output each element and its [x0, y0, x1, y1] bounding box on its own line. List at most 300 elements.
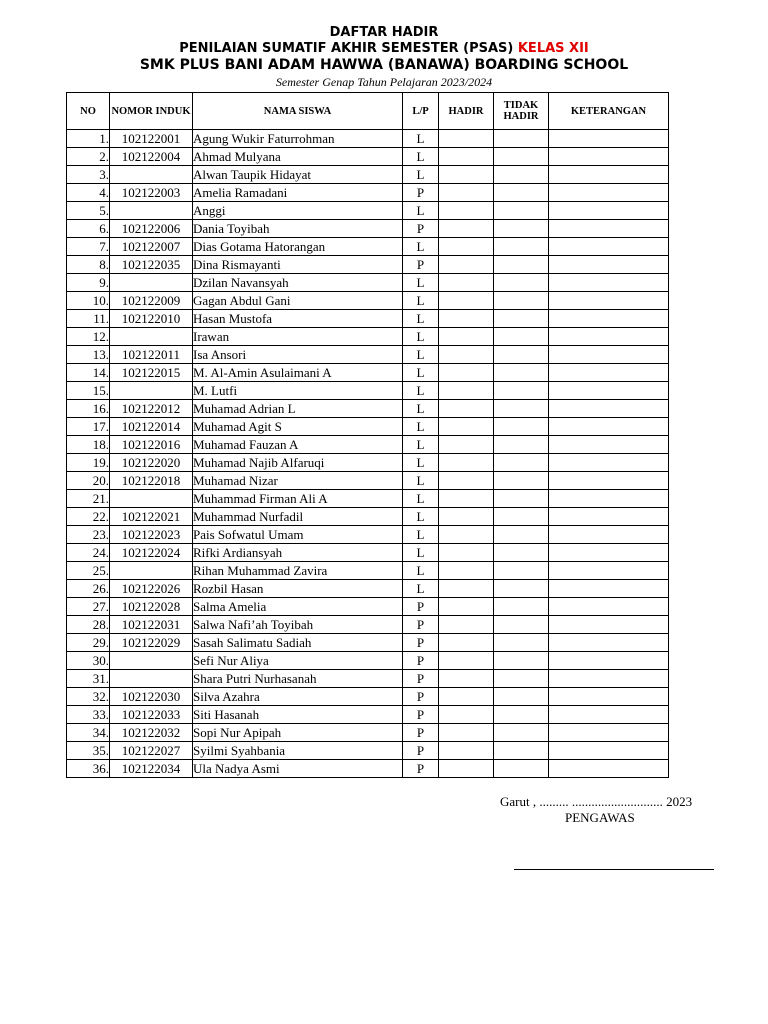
cell-tidak-hadir	[494, 598, 549, 616]
cell-nomor-induk: 102122024	[110, 544, 193, 562]
cell-tidak-hadir	[494, 256, 549, 274]
table-row	[67, 418, 669, 436]
cell-no: 3.	[67, 166, 110, 184]
table-row	[67, 508, 669, 526]
cell-nama-siswa: Silva Azahra	[193, 688, 403, 706]
cell-lp: P	[403, 760, 439, 778]
cell-nomor-induk	[110, 382, 193, 400]
cell-tidak-hadir	[494, 526, 549, 544]
cell-nomor-induk: 102122010	[110, 310, 193, 328]
cell-no: 16.	[67, 400, 110, 418]
cell-lp: L	[403, 508, 439, 526]
cell-nomor-induk: 102122014	[110, 418, 193, 436]
cell-no: 1.	[67, 130, 110, 148]
cell-lp: P	[403, 670, 439, 688]
cell-lp: L	[403, 400, 439, 418]
cell-lp: L	[403, 472, 439, 490]
table-row	[67, 382, 669, 400]
signature-line	[514, 869, 714, 870]
cell-nomor-induk	[110, 562, 193, 580]
cell-no: 14.	[67, 364, 110, 382]
cell-keterangan	[549, 418, 669, 436]
table-row	[67, 400, 669, 418]
cell-nama-siswa: Pais Sofwatul Umam	[193, 526, 403, 544]
document-title: DAFTAR HADIR	[329, 25, 439, 40]
cell-keterangan	[549, 634, 669, 652]
table-row	[67, 634, 669, 652]
cell-tidak-hadir	[494, 130, 549, 148]
cell-hadir	[439, 760, 494, 778]
cell-lp: L	[403, 418, 439, 436]
cell-nama-siswa: Muhamad Agit S	[193, 418, 403, 436]
cell-tidak-hadir	[494, 184, 549, 202]
cell-tidak-hadir	[494, 220, 549, 238]
cell-tidak-hadir	[494, 706, 549, 724]
cell-lp: P	[403, 256, 439, 274]
cell-nama-siswa: Muhamad Fauzan A	[193, 436, 403, 454]
cell-hadir	[439, 616, 494, 634]
cell-tidak-hadir	[494, 274, 549, 292]
cell-tidak-hadir	[494, 346, 549, 364]
cell-lp: L	[403, 274, 439, 292]
cell-no: 28.	[67, 616, 110, 634]
cell-keterangan	[549, 274, 669, 292]
cell-nomor-induk: 102122001	[110, 130, 193, 148]
table-row	[67, 166, 669, 184]
cell-nama-siswa: Rifki Ardiansyah	[193, 544, 403, 562]
table-row	[67, 436, 669, 454]
table-row	[67, 562, 669, 580]
cell-no: 13.	[67, 346, 110, 364]
cell-no: 12.	[67, 328, 110, 346]
cell-nama-siswa: Dzilan Navansyah	[193, 274, 403, 292]
cell-no: 19.	[67, 454, 110, 472]
cell-lp: P	[403, 634, 439, 652]
cell-no: 7.	[67, 238, 110, 256]
school-name: SMK PLUS BANI ADAM HAWWA (BANAWA) BOARDING SCHOOL	[139, 57, 629, 73]
table-row	[67, 202, 669, 220]
cell-tidak-hadir	[494, 670, 549, 688]
cell-lp: P	[403, 184, 439, 202]
cell-tidak-hadir	[494, 472, 549, 490]
cell-no: 2.	[67, 148, 110, 166]
cell-no: 17.	[67, 418, 110, 436]
table-row	[67, 292, 669, 310]
cell-lp: L	[403, 202, 439, 220]
cell-no: 23.	[67, 526, 110, 544]
cell-tidak-hadir	[494, 616, 549, 634]
cell-nomor-induk	[110, 166, 193, 184]
cell-no: 15.	[67, 382, 110, 400]
cell-nomor-induk: 102122029	[110, 634, 193, 652]
cell-keterangan	[549, 580, 669, 598]
cell-nama-siswa: Isa Ansori	[193, 346, 403, 364]
table-row	[67, 580, 669, 598]
cell-hadir	[439, 256, 494, 274]
cell-keterangan	[549, 742, 669, 760]
cell-hadir	[439, 364, 494, 382]
cell-hadir	[439, 328, 494, 346]
cell-nama-siswa: Sopi Nur Apipah	[193, 724, 403, 742]
cell-nomor-induk: 102122009	[110, 292, 193, 310]
cell-lp: P	[403, 220, 439, 238]
cell-lp: P	[403, 724, 439, 742]
table-row	[67, 652, 669, 670]
cell-nomor-induk: 102122034	[110, 760, 193, 778]
cell-lp: P	[403, 652, 439, 670]
table-row	[67, 472, 669, 490]
cell-hadir	[439, 166, 494, 184]
cell-hadir	[439, 184, 494, 202]
cell-tidak-hadir	[494, 166, 549, 184]
cell-keterangan	[549, 202, 669, 220]
cell-tidak-hadir	[494, 400, 549, 418]
cell-no: 32.	[67, 688, 110, 706]
table-row	[67, 148, 669, 166]
cell-hadir	[439, 238, 494, 256]
cell-keterangan	[549, 130, 669, 148]
cell-tidak-hadir	[494, 562, 549, 580]
cell-keterangan	[549, 166, 669, 184]
assessment-title-text: PENILAIAN SUMATIF AKHIR SEMESTER (PSAS)	[179, 41, 518, 56]
cell-tidak-hadir	[494, 238, 549, 256]
cell-nama-siswa: Dina Rismayanti	[193, 256, 403, 274]
table-row	[67, 274, 669, 292]
cell-nomor-induk: 102122032	[110, 724, 193, 742]
cell-no: 21.	[67, 490, 110, 508]
cell-keterangan	[549, 670, 669, 688]
cell-keterangan	[549, 616, 669, 634]
table-body	[67, 130, 669, 778]
cell-hadir	[439, 526, 494, 544]
table-row	[67, 490, 669, 508]
cell-nama-siswa: Muhamad Najib Alfaruqi	[193, 454, 403, 472]
table-row	[67, 688, 669, 706]
cell-nama-siswa: Salwa Nafi’ah Toyibah	[193, 616, 403, 634]
cell-nama-siswa: Ahmad Mulyana	[193, 148, 403, 166]
cell-nomor-induk: 102122027	[110, 742, 193, 760]
cell-tidak-hadir	[494, 688, 549, 706]
cell-hadir	[439, 544, 494, 562]
cell-tidak-hadir	[494, 544, 549, 562]
cell-nama-siswa: Muhamad Nizar	[193, 472, 403, 490]
cell-no: 20.	[67, 472, 110, 490]
cell-nomor-induk: 102122016	[110, 436, 193, 454]
cell-hadir	[439, 436, 494, 454]
cell-nomor-induk: 102122030	[110, 688, 193, 706]
cell-keterangan	[549, 508, 669, 526]
cell-nomor-induk: 102122015	[110, 364, 193, 382]
col-header-nama-siswa: NAMA SISWA	[193, 93, 403, 130]
cell-keterangan	[549, 472, 669, 490]
cell-nama-siswa: Muhamad Adrian L	[193, 400, 403, 418]
cell-nama-siswa: Dias Gotama Hatorangan	[193, 238, 403, 256]
table-row	[67, 670, 669, 688]
cell-no: 18.	[67, 436, 110, 454]
cell-tidak-hadir	[494, 724, 549, 742]
signature-place-date: Garut , ......... ............................ 2023	[500, 794, 693, 809]
col-header-nomor-induk: NOMOR INDUK	[110, 93, 193, 130]
cell-nomor-induk: 102122035	[110, 256, 193, 274]
cell-keterangan	[549, 328, 669, 346]
cell-hadir	[439, 472, 494, 490]
cell-lp: P	[403, 598, 439, 616]
cell-no: 30.	[67, 652, 110, 670]
cell-hadir	[439, 382, 494, 400]
cell-nama-siswa: Rihan Muhammad Zavira	[193, 562, 403, 580]
cell-keterangan	[549, 382, 669, 400]
cell-no: 27.	[67, 598, 110, 616]
cell-keterangan	[549, 400, 669, 418]
cell-nomor-induk	[110, 490, 193, 508]
cell-keterangan	[549, 544, 669, 562]
cell-keterangan	[549, 454, 669, 472]
cell-no: 4.	[67, 184, 110, 202]
cell-lp: L	[403, 382, 439, 400]
cell-keterangan	[549, 364, 669, 382]
cell-lp: L	[403, 490, 439, 508]
cell-hadir	[439, 634, 494, 652]
table-row	[67, 544, 669, 562]
cell-lp: L	[403, 544, 439, 562]
cell-no: 11.	[67, 310, 110, 328]
cell-nama-siswa: Anggi	[193, 202, 403, 220]
cell-keterangan	[549, 292, 669, 310]
table-row	[67, 742, 669, 760]
cell-hadir	[439, 292, 494, 310]
cell-nomor-induk: 102122031	[110, 616, 193, 634]
cell-lp: L	[403, 454, 439, 472]
cell-keterangan	[549, 760, 669, 778]
cell-hadir	[439, 220, 494, 238]
cell-no: 35.	[67, 742, 110, 760]
cell-hadir	[439, 202, 494, 220]
cell-nama-siswa: Shara Putri Nurhasanah	[193, 670, 403, 688]
cell-no: 25.	[67, 562, 110, 580]
cell-nama-siswa: M. Lutfi	[193, 382, 403, 400]
table-row	[67, 130, 669, 148]
table-row	[67, 184, 669, 202]
cell-nomor-induk	[110, 202, 193, 220]
cell-tidak-hadir	[494, 310, 549, 328]
cell-no: 5.	[67, 202, 110, 220]
cell-tidak-hadir	[494, 418, 549, 436]
cell-nama-siswa: Alwan Taupik Hidayat	[193, 166, 403, 184]
cell-keterangan	[549, 220, 669, 238]
cell-hadir	[439, 418, 494, 436]
table-row	[67, 598, 669, 616]
col-header-no: NO	[67, 93, 110, 130]
cell-nama-siswa: Rozbil Hasan	[193, 580, 403, 598]
cell-nama-siswa: Muhammad Firman Ali A	[193, 490, 403, 508]
cell-nama-siswa: Syilmi Syahbania	[193, 742, 403, 760]
cell-hadir	[439, 670, 494, 688]
cell-nomor-induk: 102122006	[110, 220, 193, 238]
cell-lp: L	[403, 130, 439, 148]
cell-no: 34.	[67, 724, 110, 742]
cell-lp: L	[403, 292, 439, 310]
cell-hadir	[439, 580, 494, 598]
cell-lp: P	[403, 616, 439, 634]
table-row	[67, 364, 669, 382]
cell-no: 8.	[67, 256, 110, 274]
cell-hadir	[439, 274, 494, 292]
cell-lp: L	[403, 364, 439, 382]
cell-hadir	[439, 508, 494, 526]
cell-nama-siswa: Irawan	[193, 328, 403, 346]
cell-nama-siswa: Agung Wukir Faturrohman	[193, 130, 403, 148]
cell-nomor-induk: 102122028	[110, 598, 193, 616]
cell-no: 36.	[67, 760, 110, 778]
cell-keterangan	[549, 238, 669, 256]
cell-nomor-induk	[110, 670, 193, 688]
cell-nomor-induk: 102122026	[110, 580, 193, 598]
cell-lp: L	[403, 580, 439, 598]
col-header-lp: L/P	[403, 93, 439, 130]
cell-hadir	[439, 346, 494, 364]
cell-nomor-induk: 102122011	[110, 346, 193, 364]
cell-lp: P	[403, 706, 439, 724]
cell-keterangan	[549, 148, 669, 166]
table-row	[67, 706, 669, 724]
cell-nomor-induk	[110, 652, 193, 670]
cell-no: 29.	[67, 634, 110, 652]
cell-nama-siswa: Hasan Mustofa	[193, 310, 403, 328]
cell-nama-siswa: M. Al-Amin Asulaimani A	[193, 364, 403, 382]
cell-hadir	[439, 454, 494, 472]
cell-keterangan	[549, 688, 669, 706]
cell-keterangan	[549, 526, 669, 544]
cell-lp: L	[403, 526, 439, 544]
cell-hadir	[439, 688, 494, 706]
semester-subtitle: Semester Genap Tahun Pelajaran 2023/2024	[275, 75, 493, 89]
table-header-row	[67, 93, 669, 130]
cell-nama-siswa: Dania Toyibah	[193, 220, 403, 238]
table-row	[67, 328, 669, 346]
cell-lp: L	[403, 148, 439, 166]
cell-keterangan	[549, 598, 669, 616]
cell-hadir	[439, 652, 494, 670]
col-header-keterangan: KETERANGAN	[549, 93, 669, 130]
table-row	[67, 346, 669, 364]
cell-nama-siswa: Sefi Nur Aliya	[193, 652, 403, 670]
cell-tidak-hadir	[494, 508, 549, 526]
cell-nomor-induk: 102122023	[110, 526, 193, 544]
cell-hadir	[439, 400, 494, 418]
cell-lp: L	[403, 328, 439, 346]
table-row	[67, 220, 669, 238]
cell-tidak-hadir	[494, 364, 549, 382]
cell-tidak-hadir	[494, 742, 549, 760]
cell-nomor-induk	[110, 274, 193, 292]
cell-keterangan	[549, 346, 669, 364]
cell-lp: P	[403, 742, 439, 760]
cell-tidak-hadir	[494, 652, 549, 670]
cell-nama-siswa: Muhammad Nurfadil	[193, 508, 403, 526]
cell-hadir	[439, 598, 494, 616]
cell-no: 33.	[67, 706, 110, 724]
cell-nomor-induk: 102122007	[110, 238, 193, 256]
col-header-hadir: HADIR	[439, 93, 494, 130]
cell-keterangan	[549, 436, 669, 454]
cell-tidak-hadir	[494, 634, 549, 652]
cell-tidak-hadir	[494, 436, 549, 454]
signature-role: PENGAWAS	[565, 810, 635, 825]
cell-tidak-hadir	[494, 760, 549, 778]
cell-nama-siswa: Salma Amelia	[193, 598, 403, 616]
cell-lp: L	[403, 238, 439, 256]
assessment-title	[0, 41, 768, 56]
cell-nama-siswa: Amelia Ramadani	[193, 184, 403, 202]
cell-nomor-induk: 102122012	[110, 400, 193, 418]
cell-tidak-hadir	[494, 202, 549, 220]
cell-lp: L	[403, 166, 439, 184]
cell-hadir	[439, 742, 494, 760]
cell-nomor-induk	[110, 328, 193, 346]
cell-no: 6.	[67, 220, 110, 238]
cell-nama-siswa: Ula Nadya Asmi	[193, 760, 403, 778]
cell-hadir	[439, 130, 494, 148]
cell-keterangan	[549, 652, 669, 670]
table-row	[67, 310, 669, 328]
cell-no: 10.	[67, 292, 110, 310]
cell-nama-siswa: Siti Hasanah	[193, 706, 403, 724]
cell-no: 22.	[67, 508, 110, 526]
cell-tidak-hadir	[494, 490, 549, 508]
table-row	[67, 526, 669, 544]
cell-hadir	[439, 724, 494, 742]
cell-nama-siswa: Gagan Abdul Gani	[193, 292, 403, 310]
class-label: KELAS XII	[517, 41, 589, 56]
cell-tidak-hadir	[494, 292, 549, 310]
cell-hadir	[439, 310, 494, 328]
cell-nomor-induk: 102122021	[110, 508, 193, 526]
cell-nomor-induk: 102122003	[110, 184, 193, 202]
cell-keterangan	[549, 562, 669, 580]
table-row	[67, 724, 669, 742]
cell-tidak-hadir	[494, 382, 549, 400]
cell-tidak-hadir	[494, 328, 549, 346]
table-row	[67, 454, 669, 472]
cell-nomor-induk: 102122004	[110, 148, 193, 166]
table-row	[67, 256, 669, 274]
cell-keterangan	[549, 310, 669, 328]
cell-hadir	[439, 706, 494, 724]
table-row	[67, 238, 669, 256]
cell-no: 31.	[67, 670, 110, 688]
cell-hadir	[439, 490, 494, 508]
cell-no: 26.	[67, 580, 110, 598]
cell-keterangan	[549, 184, 669, 202]
cell-keterangan	[549, 724, 669, 742]
cell-keterangan	[549, 490, 669, 508]
table-row	[67, 616, 669, 634]
cell-lp: P	[403, 688, 439, 706]
col-header-tidak-hadir: TIDAK HADIR	[494, 93, 549, 130]
cell-keterangan	[549, 706, 669, 724]
cell-tidak-hadir	[494, 580, 549, 598]
cell-lp: L	[403, 310, 439, 328]
cell-tidak-hadir	[494, 454, 549, 472]
cell-nomor-induk: 102122033	[110, 706, 193, 724]
cell-hadir	[439, 148, 494, 166]
cell-no: 9.	[67, 274, 110, 292]
cell-lp: L	[403, 562, 439, 580]
cell-tidak-hadir	[494, 148, 549, 166]
cell-nama-siswa: Sasah Salimatu Sadiah	[193, 634, 403, 652]
cell-keterangan	[549, 256, 669, 274]
cell-nomor-induk: 102122020	[110, 454, 193, 472]
